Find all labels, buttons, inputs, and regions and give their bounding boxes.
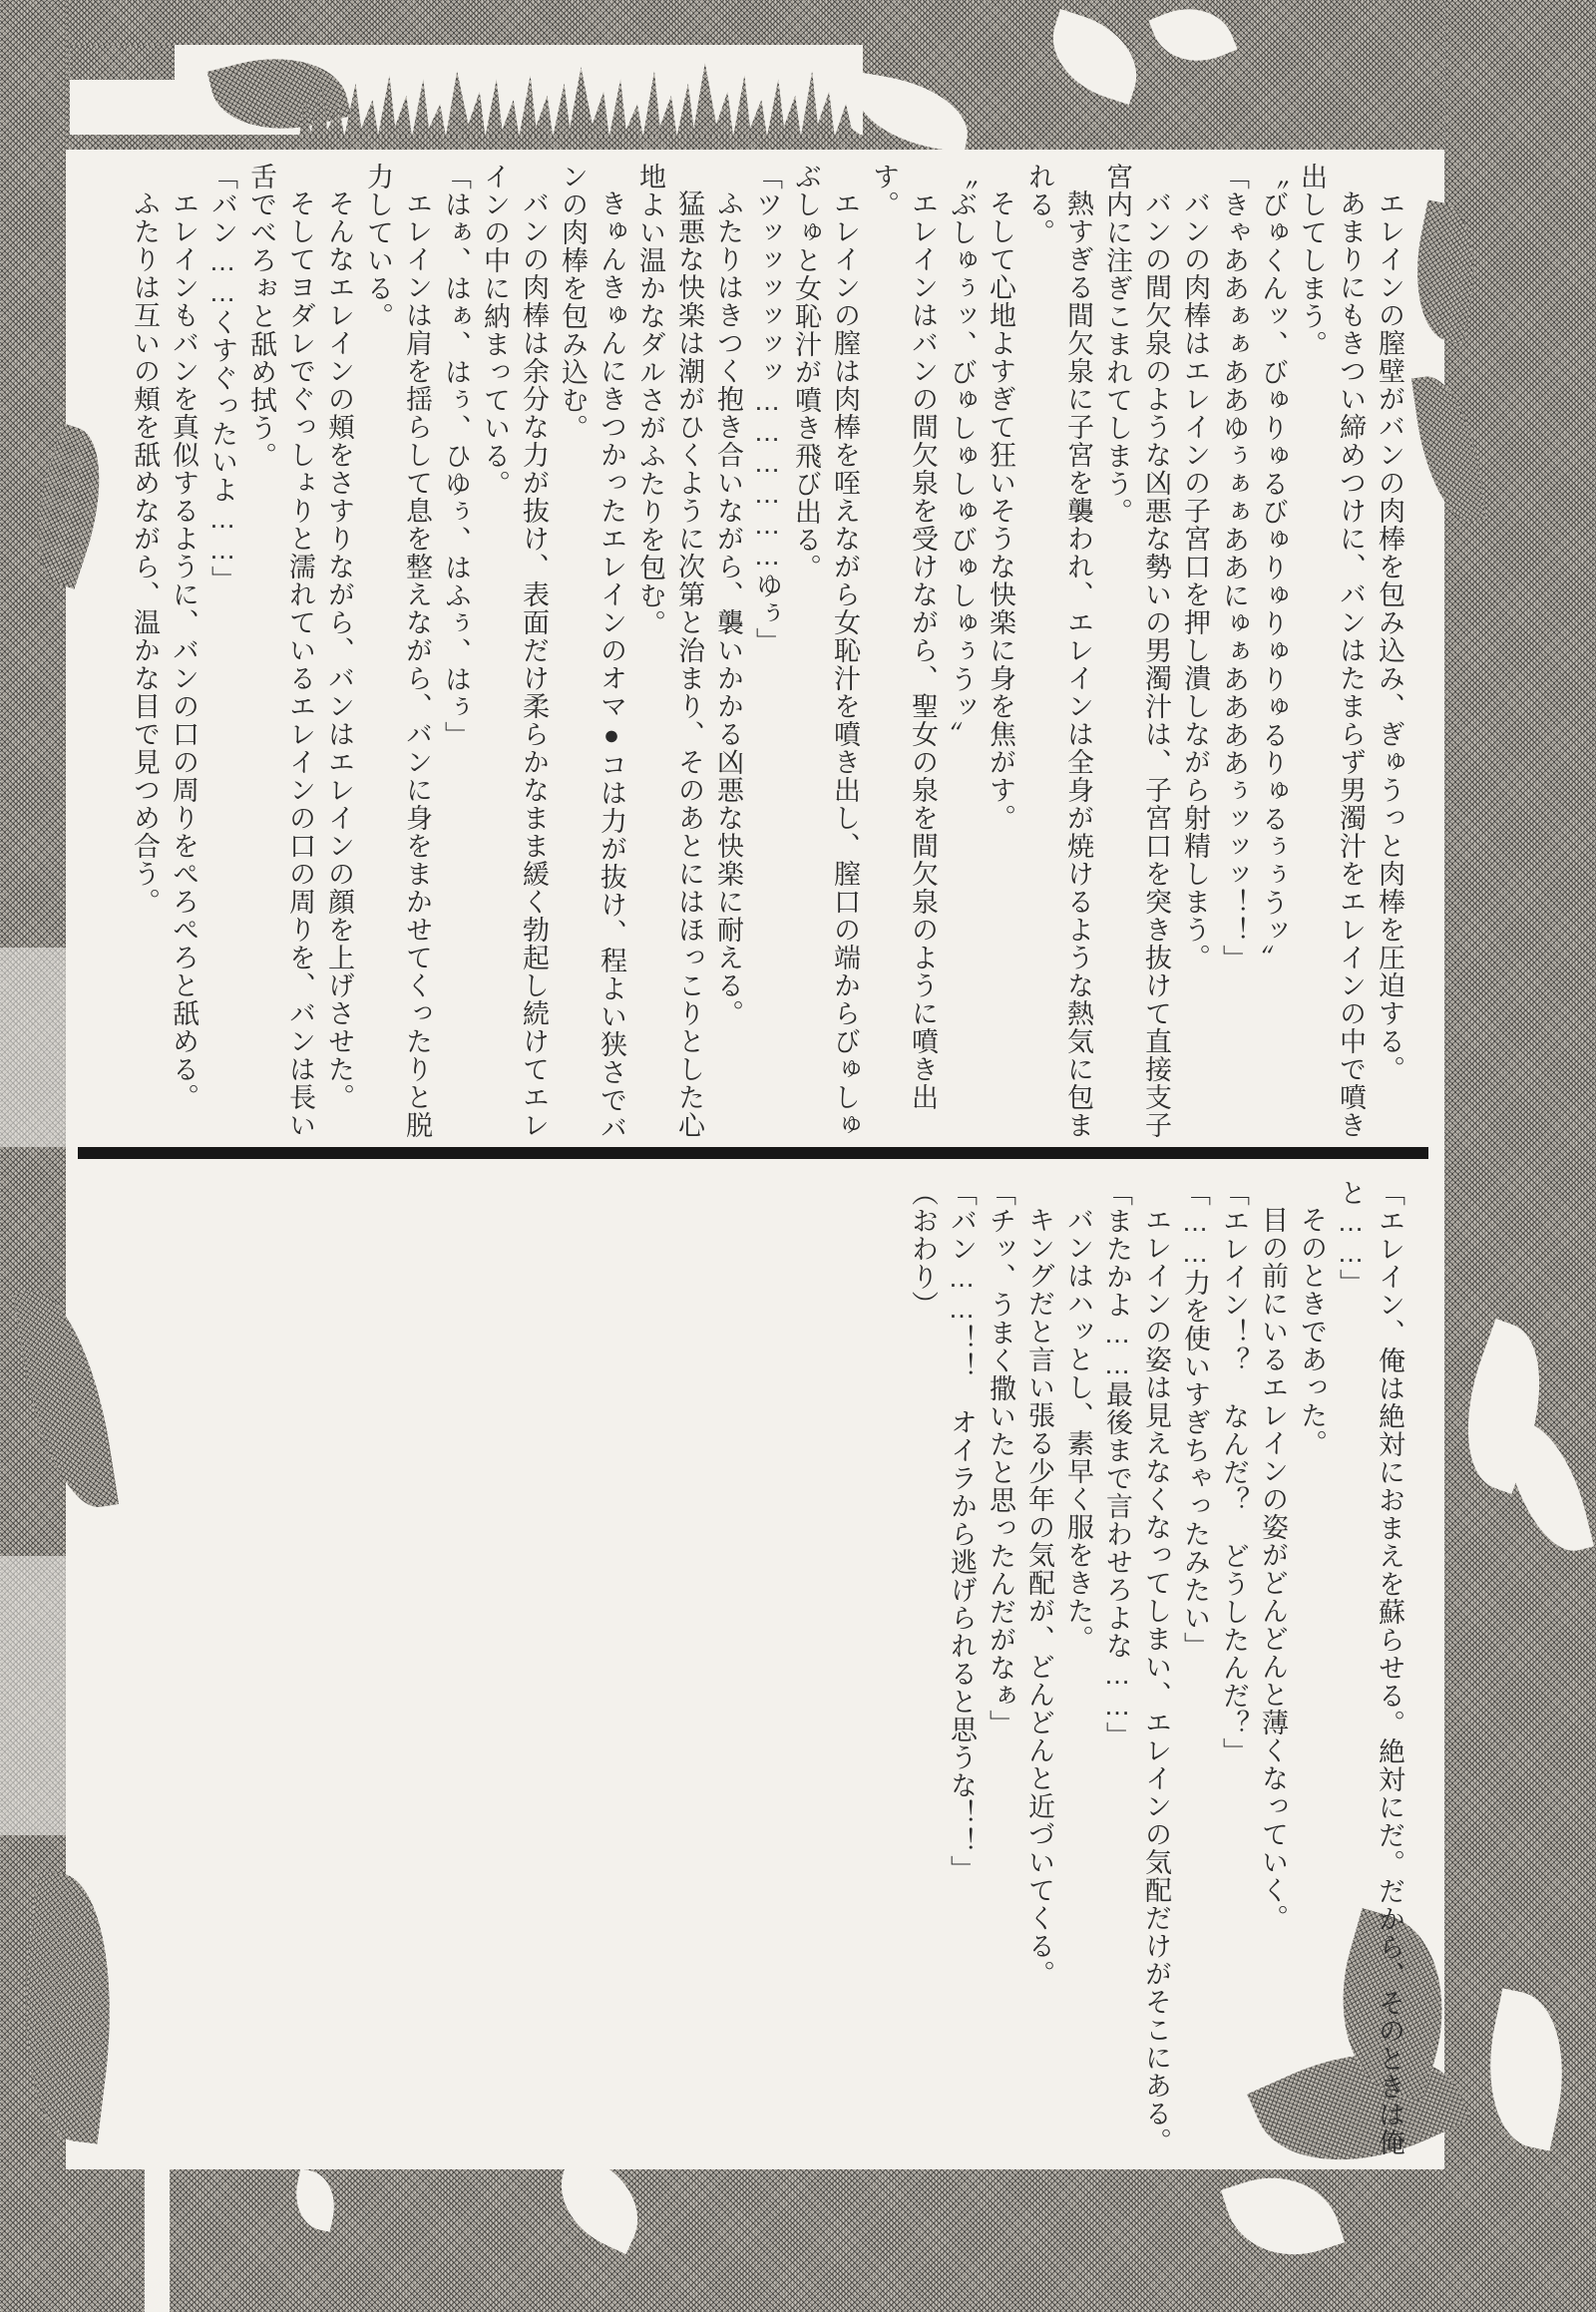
story-paragraph: 「きゃああぁぁああゆぅぁぁああにゅぁああああぅッッッ！！」 (1219, 163, 1249, 972)
story-paragraph: 「ツッッッッッッ………………ゆぅ」 (752, 163, 782, 655)
story-paragraph: エレインもバンを真似するように、バンの口の周りをぺろぺろと舐める。 (169, 190, 199, 1111)
story-paragraph: バンの間欠泉のような凶悪な勢いの男濁汁は、子宮口を突き抜けて直接支子宮内に注ぎこまれてしまう。 (1102, 163, 1171, 1139)
story-paragraph: エレインは肩を揺らして息を整えながら、バンに身をまかせてくったりと脱力している。 (363, 163, 432, 1139)
story-paragraph: バンはハッとし、素早く服をきた。 (1063, 1206, 1093, 1653)
story-paragraph: 「チッ、うまく撒いたと思ったんだがなぁ」 (986, 1179, 1015, 1737)
story-paragraph: 熱すぎる間欠泉に子宮を襲われ、エレインは全身が焼けるような熱気に包まれる。 (1024, 163, 1093, 1139)
story-paragraph: エレインはバンの間欠泉を受けながら、聖女の泉を間欠泉のように噴き出す。 (869, 163, 938, 1111)
texture-light-patch-left-1 (0, 948, 66, 1147)
story-paragraph: エレインの姿は見えなくなってしまい、エレインの気配だけがそこにある。 (1141, 1206, 1171, 2155)
texture-light-patch-left-2 (0, 1556, 66, 1835)
story-block-top (125, 163, 1408, 1148)
story-paragraph: 「またかよ……最後まで言わせろよな……」 (1102, 1179, 1132, 1749)
story-paragraph: エレインの膣は肉棒を咥えながら女恥汁を噴き出し、膣口の端からびゅしゅぶしゅと女恥汁が噴き飛び出る。 (791, 163, 860, 1139)
story-paragraph: 「……力を使いすぎちゃったみたい」 (1180, 1179, 1210, 1660)
story-paragraph: 〝ぶしゅぅッ、びゅしゅしゅびゅしゅぅうッ〟 (947, 163, 977, 749)
story-paragraph: 目の前にいるエレインの姿がどんどんと薄くなっていく。 (1258, 1206, 1288, 1932)
end-label: （おわり） (908, 1179, 938, 1319)
story-paragraph: キングだと言い張る少年の気配が、どんどんと近づいてくる。 (1024, 1206, 1054, 1988)
story-paragraph: 「エレイン、俺は絶対におまえを蘇らせる。絶対にだ。だから、そのときは俺と……」 (1336, 1179, 1404, 2156)
story-paragraph: 「バン……！！ オイラから逃げられると思うな！！」 (947, 1179, 977, 1883)
story-paragraph: あまりにもきつい締めつけに、バンはたまらず男濁汁をエレインの中で噴き出してしまう。 (1297, 163, 1366, 1139)
story-paragraph: 「エレイン！？ なんだ？ どうしたんだ？」 (1219, 1179, 1249, 1765)
story-paragraph: そのときであった。 (1297, 1206, 1327, 1457)
leaf-decoration-topleft (70, 45, 175, 80)
story-paragraph: バンの肉棒は余分な力が抜け、表面だけ柔らかなまま緩く勃起し続けてエレインの中に納まっている。 (480, 163, 549, 1139)
story-paragraph: 「はぁ、はぁ、はぅ、ひゆぅ、はふぅ、はぅ」 (441, 163, 471, 749)
story-paragraph: エレインの膣壁がバンの肉棒を包み込み、ぎゅうっと肉棒を圧迫する。 (1375, 190, 1404, 1083)
story-paragraph: バンの肉棒はエレインの子宮口を押し潰しながら射精しまう。 (1180, 190, 1210, 971)
story-paragraph: ふたりはきつく抱き合いながら、襲いかかる凶悪な快楽に耐える。 (713, 190, 743, 1027)
story-paragraph: そんなエレインの頬をさすりながら、バンはエレインの顔を上げさせた。 (324, 190, 354, 1111)
section-divider-rule (78, 1147, 1428, 1159)
story-paragraph: 「バン……くすぐったいよ……」 (207, 163, 237, 593)
story-paragraph: きゅんきゅんにきつかったエレインのオマ●コは力が抜け、程よい狭さでバンの肉棒を包み込む。 (558, 163, 626, 1142)
story-paragraph: 猛悪な快楽は潮がひくように次第と治まり、そのあとにはほっこりとした心地よい温かなダルさがふたりを包む。 (635, 163, 704, 1139)
story-paragraph: そしてヨダレでぐっしょりと濡れているエレインの口の周りを、バンは長い舌でべろぉと舐め拭う。 (246, 163, 315, 1139)
leaf-border-bottom (170, 2169, 1596, 2312)
story-paragraph: そして心地よすぎて狂いそうな快楽に身を焦がす。 (986, 190, 1015, 832)
story-paragraph: 〝びゅくんッ、びゅりゅるびゅりゅりゅりゅるりゅるぅぅうッ〟 (1258, 163, 1288, 972)
leaf-border-right (1444, 0, 1596, 2312)
story-block-bottom (903, 1179, 1408, 2156)
leaf-border-bottomleft (0, 2169, 145, 2312)
story-paragraph: ふたりは互いの頬を舐めながら、温かな目で見つめ合う。 (130, 190, 160, 916)
